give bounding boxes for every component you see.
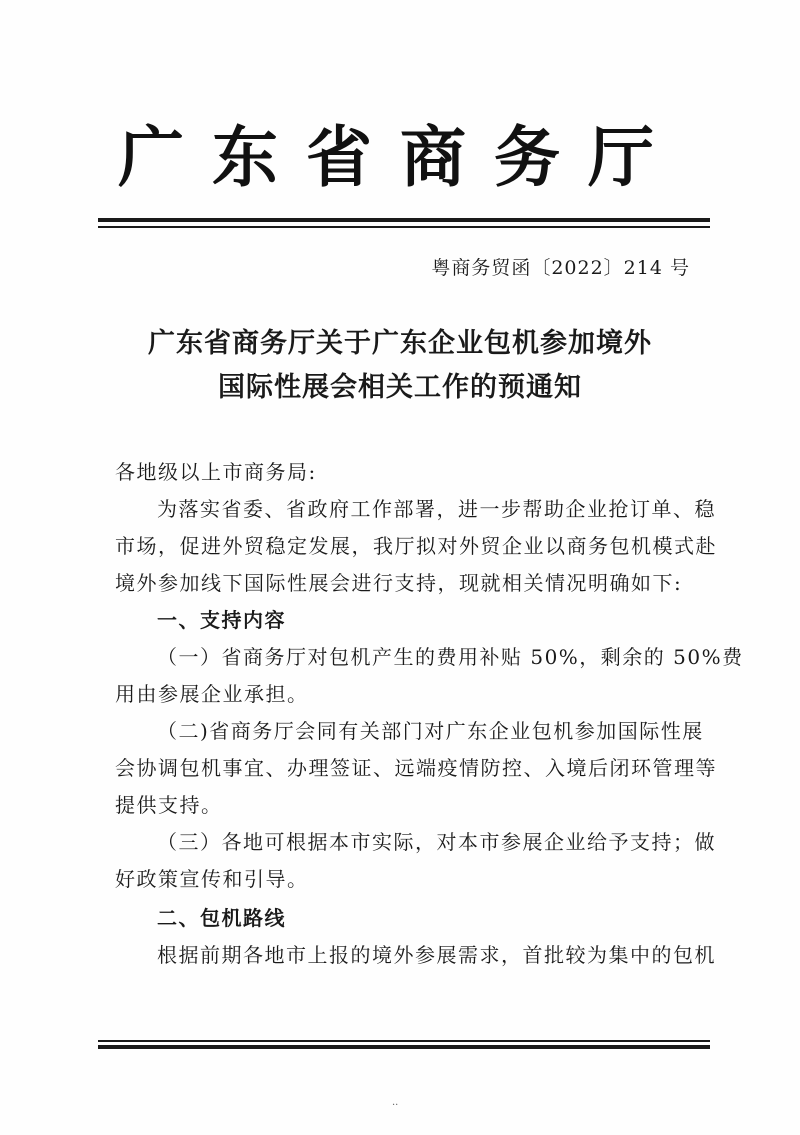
letterhead-title: 广东省商务厅	[118, 118, 682, 196]
intro-line-3: 境外参加线下国际性展会进行支持，现就相关情况明确如下:	[115, 571, 683, 595]
document-body	[115, 454, 744, 974]
item-2-line-3: 提供支持。	[115, 793, 223, 817]
item-3-line-2: 好政策宣传和引导。	[115, 867, 309, 891]
item-2-line-1: （二)省商务厅会同有关部门对广东企业包机参加国际性展	[157, 719, 704, 743]
document-title-line-1: 广东省商务厅关于广东企业包机参加境外	[148, 328, 652, 359]
footer-rule-thick	[98, 1045, 710, 1049]
intro-line-2: 市场，促进外贸稳定发展，我厅拟对外贸企业以商务包机模式赴	[115, 534, 717, 558]
letterhead-rule-thin	[98, 226, 710, 228]
letterhead-rule-thick	[98, 218, 710, 222]
item-3-line-1: （三）各地可根据本市实际，对本市参展企业给予支持；做	[157, 830, 716, 854]
section-1-heading: 一、支持内容	[157, 608, 286, 632]
document-number: 粤商务贸函〔2022〕214 号	[431, 257, 690, 279]
item-1-line-1: （一）省商务厅对包机产生的费用补贴 50%，剩余的 50%费	[157, 645, 744, 669]
section-2-line-1: 根据前期各地市上报的境外参展需求，首批较为集中的包机	[157, 943, 716, 967]
document-title	[100, 322, 700, 410]
section-2-heading: 二、包机路线	[157, 906, 286, 930]
footer-rule-thin	[98, 1040, 710, 1042]
document-title-line-2: 国际性展会相关工作的预通知	[218, 372, 582, 403]
item-2-line-2: 会协调包机事宜、办理签证、远端疫情防控、入境后闭环管理等	[115, 756, 717, 780]
intro-line-1: 为落实省委、省政府工作部署，进一步帮助企业抢订单、稳	[157, 497, 716, 521]
page-mark: ··	[392, 1100, 399, 1111]
salutation: 各地级以上市商务局:	[115, 460, 317, 484]
item-1-line-2: 用由参展企业承担。	[115, 682, 309, 706]
